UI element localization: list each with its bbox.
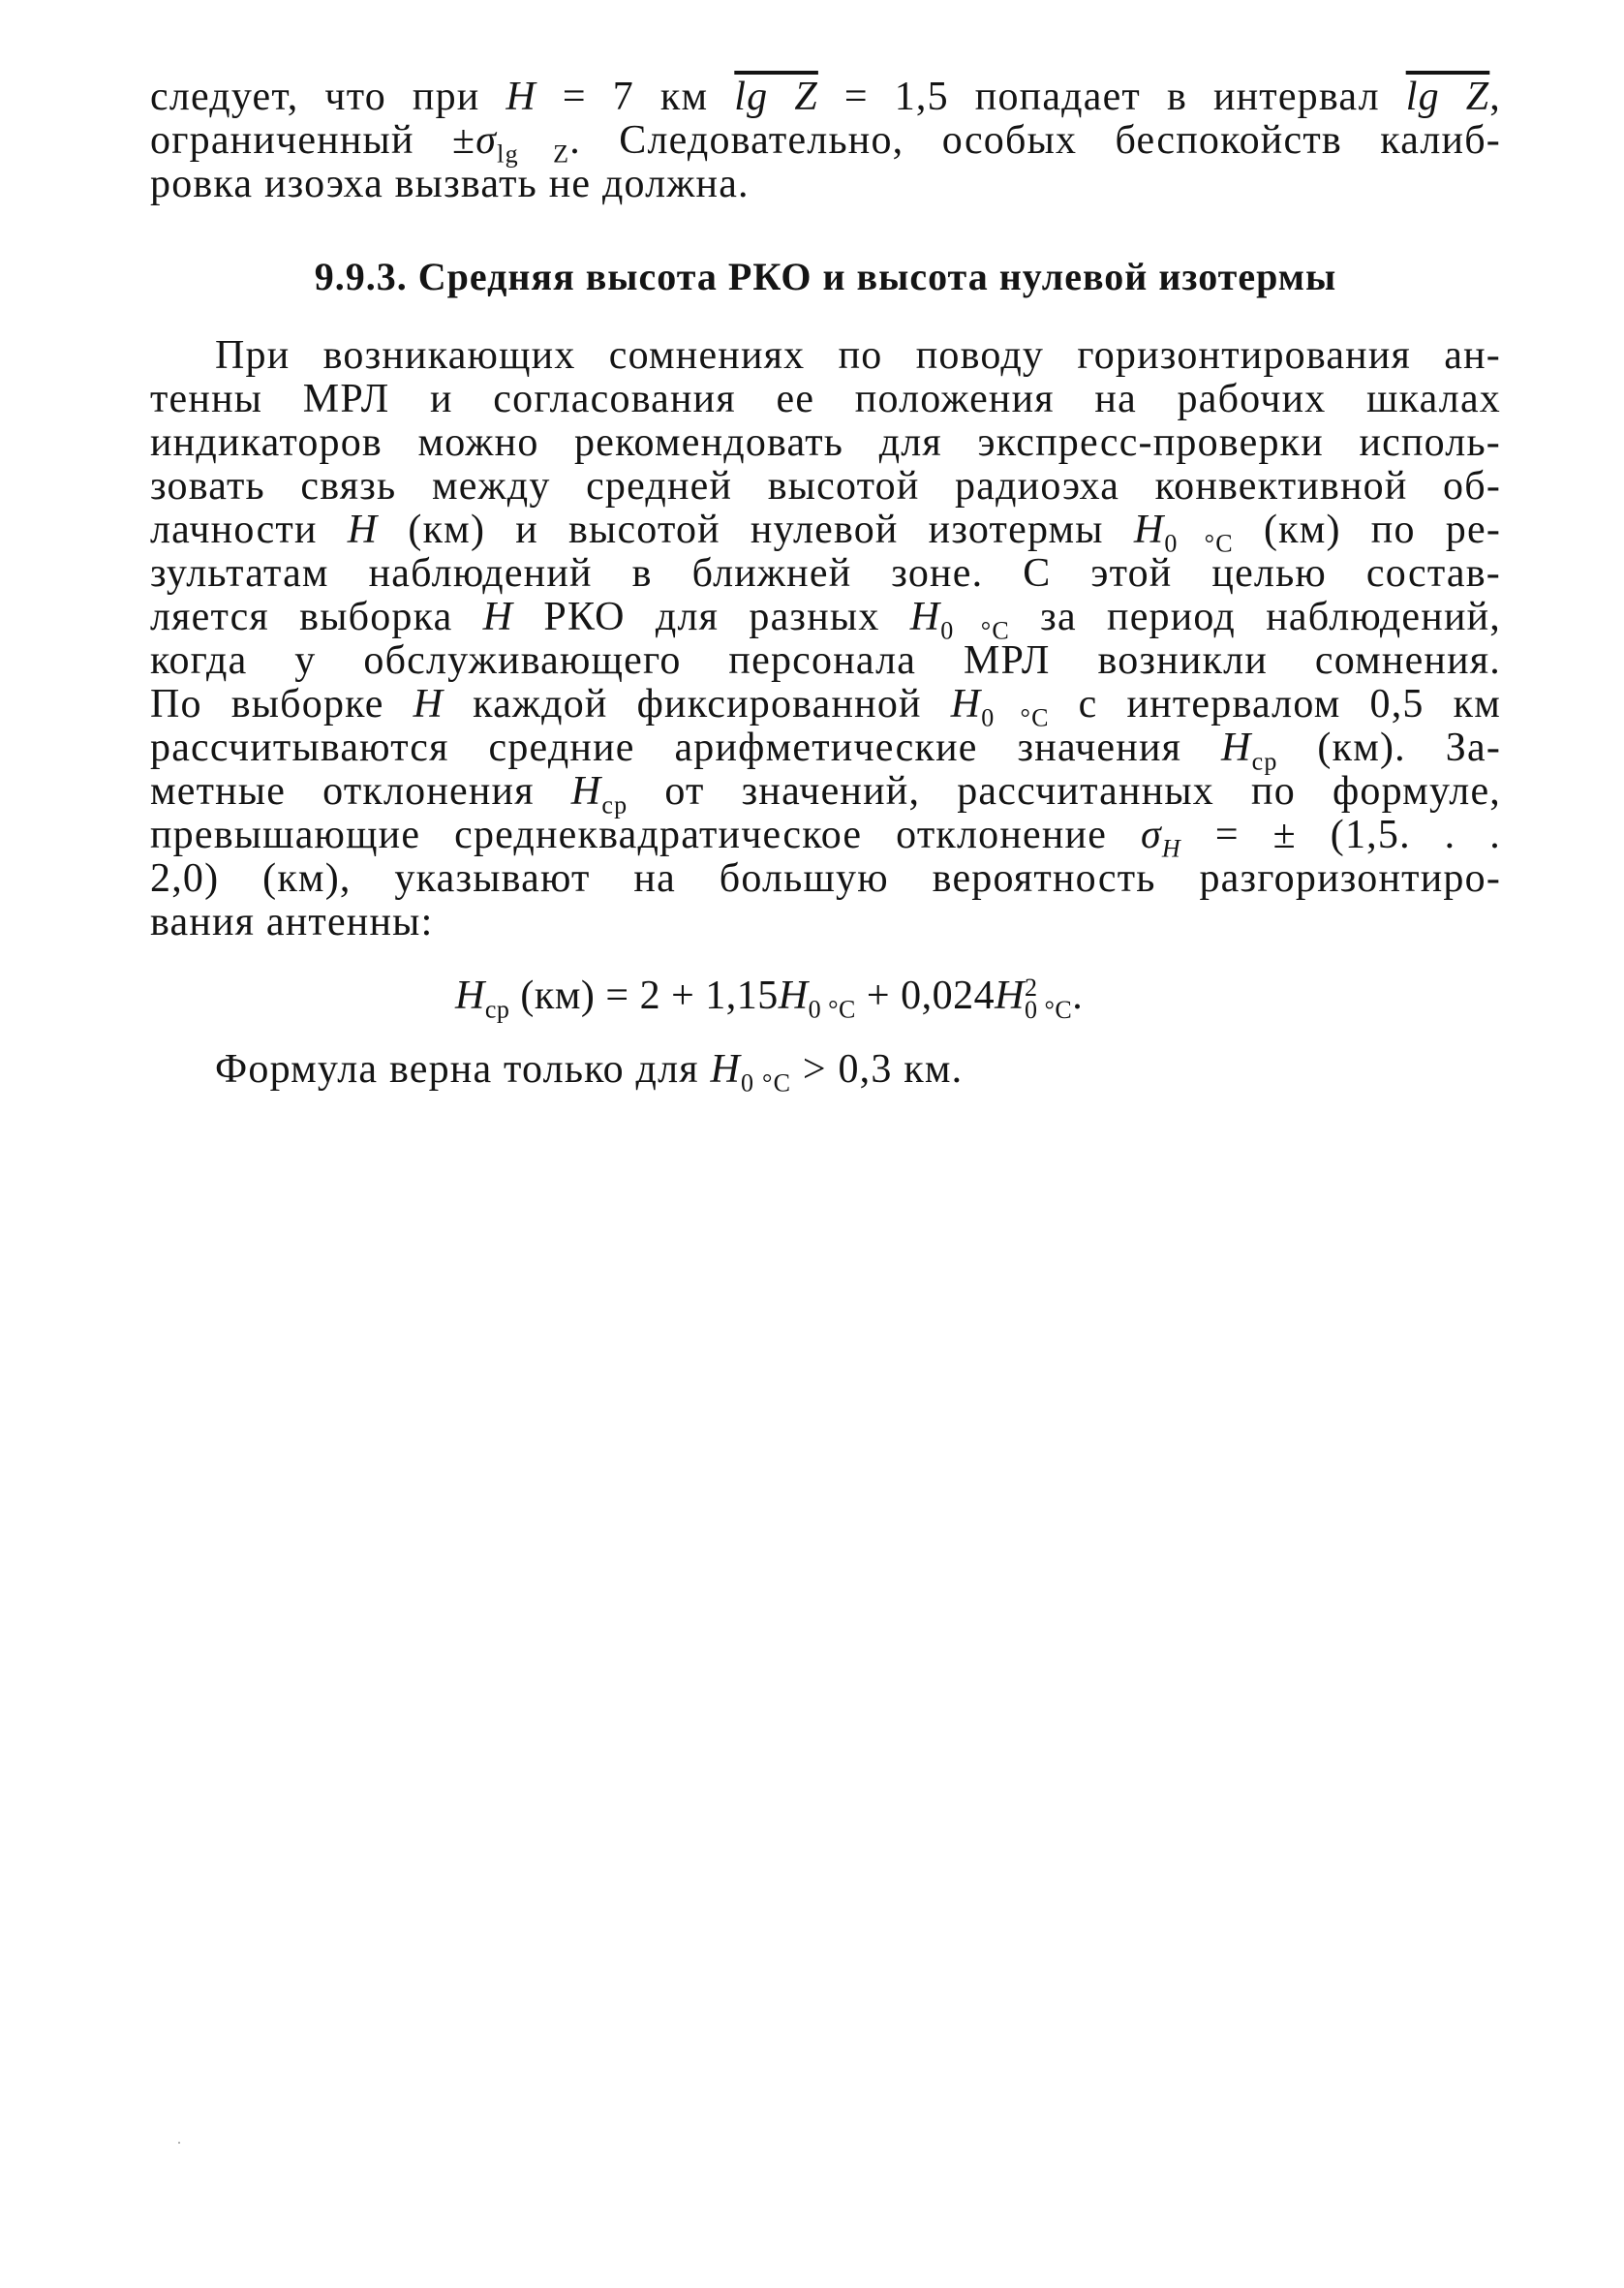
para-line-2: тенны МРЛ и согласования ее положения на рабочих шкалах — [150, 377, 1501, 421]
para-line-1: При возникающих сомнениях по поводу горизонтирования ан- — [215, 333, 1501, 378]
intro-line-2: ограниченный $\pm\sigma_{lg Z}$. Следовательно, особых беспокойств калиб- — [150, 118, 1501, 169]
para-line-3: индикаторов можно рекомендовать для экспресс-проверки исполь- — [150, 420, 1501, 465]
scan-speck — [178, 2142, 180, 2144]
para-line-9: По выборке H каждой фиксированной $H_{0 ^\circ C}$ с интервалом 0,5 км — [150, 682, 1501, 732]
sigma-subscript: lg Z — [497, 139, 570, 169]
intro-paragraph — [150, 76, 1501, 206]
section-heading: 9.9.3. Средняя высота РКО и высота нулевой изотермы — [314, 255, 1337, 298]
display-formula: $H_{ср}$ $(км) = 2 + 1,15H_{0 ^\circ C} + 0,024H$ 2 0 °C . — [455, 973, 1084, 1025]
sigma-symbol: σ — [475, 118, 498, 163]
para-line-4: зовать связь между средней высотой радиоэха конвективной об- — [150, 464, 1501, 509]
mean-lg-z: lg Z — [734, 75, 818, 119]
para-line-14: вания антенны: — [150, 900, 434, 944]
para-line-11: метные отклонения $H_{ср}$ от значений, рассчитанных по формуле, — [150, 769, 1501, 819]
var-h: H — [506, 75, 536, 119]
para-line-8: когда у обслуживающего персонала МРЛ возникли сомнения. — [150, 638, 1501, 683]
para-line-7: ляется выборка H РКО для разных $H_{0 ^\circ C}$ за период наблюдений, — [150, 595, 1502, 645]
para-line-6: зультатам наблюдений в ближней зоне. С этой целью состав- — [150, 551, 1501, 596]
para-line-10: рассчитываются средние арифметические значения $H_{ср}$ (км). За- — [150, 726, 1502, 776]
para-line-5: лачности H (км) и высотой нулевой изотермы $H_{0 ^\circ C}$ (км) по ре- — [150, 508, 1502, 558]
mean-lg-z-interval: lg Z — [1405, 75, 1490, 119]
para-line-12: превышающие среднеквадратическое отклонение $\sigma_H$ = ± (1,5. . . — [150, 813, 1501, 863]
intro-line-1: следует, что при H = 7 км lg Z = 1,5 попадает в интервал lg Z, — [150, 75, 1501, 119]
intro-line-3: ровка изоэха вызвать не должна. — [150, 162, 750, 206]
formula-validity-note: Формула верна только для $H_{0 ^\circ C} > 0,3$ км. — [215, 1047, 964, 1098]
main-paragraph — [150, 334, 1501, 944]
para-line-13: 2,0) (км), указывают на большую вероятность разгоризонтиро- — [150, 856, 1501, 901]
